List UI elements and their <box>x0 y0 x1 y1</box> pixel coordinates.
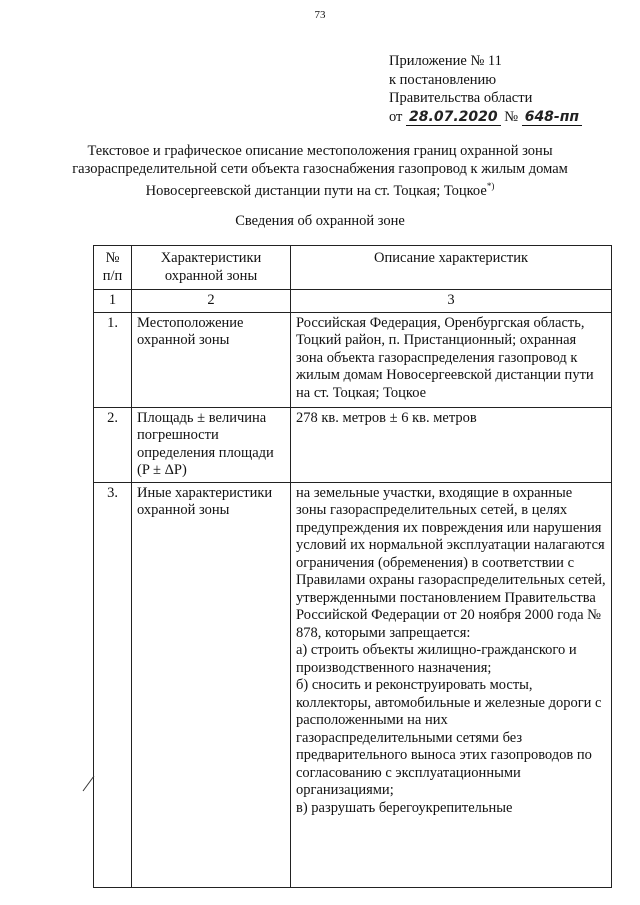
row-characteristic: Иные характеристики охранной зоны <box>132 482 291 887</box>
table-row <box>94 407 612 482</box>
row-num: 1. <box>94 312 132 407</box>
column-number-3: 3 <box>291 290 612 313</box>
column-number-2: 2 <box>132 290 291 313</box>
table-header-row <box>94 246 612 290</box>
page-number: 73 <box>314 9 326 21</box>
protection-zone-table <box>93 245 612 888</box>
header-num: № п/п <box>94 246 132 290</box>
table-row <box>94 482 612 887</box>
row-characteristic: Площадь ± величина погрешности определения площади (P ± ΔP) <box>132 407 291 482</box>
row-num: 2. <box>94 407 132 482</box>
prohibition-item-c: в) разрушать берегоукрепительные <box>296 799 513 816</box>
date-prefix: от <box>389 108 403 125</box>
row-num: 3. <box>94 482 132 887</box>
column-number-1: 1 <box>94 290 132 313</box>
document-title <box>60 143 580 200</box>
header-characteristic: Характеристики охранной зоны <box>132 246 291 290</box>
row-description: 278 кв. метров ± 6 кв. метров <box>291 407 612 482</box>
title-text: Текстовое и графическое описание местоположения границ охранной зоны газораспределительной сети объекта газоснабжения газопровод к жилым домам Новосергеевской дистанции пути на ст. Тоцкая; Тоцкое <box>72 143 568 199</box>
prohibition-item-a: а) строить объекты жилищно-гражданского и производственного назначения; <box>296 642 577 676</box>
appendix-block <box>389 52 582 126</box>
row-description: Российская Федерация, Оренбургская область, Тоцкий район, п. Пристанционный; охранная зона объекта газораспределения газопровод к жилым домам Новосергеевской дистанции пути на ст. Тоцкая; Тоцкое <box>291 312 612 407</box>
description-intro: на земельные участки, входящие в охранные зоны газораспределительных сетей, в целях предупреждения их повреждения или нарушения условий их нормальной эксплуатации налагаются ограничения (обременения) в соответствии с Правилами охраны газораспределительных сетей, утвержденными постановлением Правительства Российской Федерации от 20 ноября 2000 года № 878, которыми запрещается: <box>296 484 606 641</box>
prohibition-item-b: б) сносить и реконструировать мосты, коллекторы, автомобильные и железные дороги с расположенными на них газораспределительными сетями без предварительного выноса этих газопроводов по согласованию с эксплуатационными организациями; <box>296 677 602 798</box>
appendix-line-1: Приложение № 11 <box>389 53 502 69</box>
number-prefix: № <box>504 108 519 125</box>
table-row <box>94 312 612 407</box>
handwritten-date: 28.07.2020 <box>406 110 501 126</box>
section-subtitle: Сведения об охранной зоне <box>235 213 405 229</box>
row-description <box>291 482 612 887</box>
appendix-line-3: Правительства области <box>389 90 533 106</box>
column-number-row <box>94 290 612 313</box>
row-characteristic: Местоположение охранной зоны <box>132 312 291 407</box>
margin-pen-mark <box>82 774 96 792</box>
appendix-line-2: к постановлению <box>389 71 497 88</box>
appendix-date-line <box>389 108 582 127</box>
handwritten-number: 648-пп <box>522 110 582 126</box>
header-description: Описание характеристик <box>291 246 612 290</box>
title-footnote-mark: *) <box>486 181 495 191</box>
